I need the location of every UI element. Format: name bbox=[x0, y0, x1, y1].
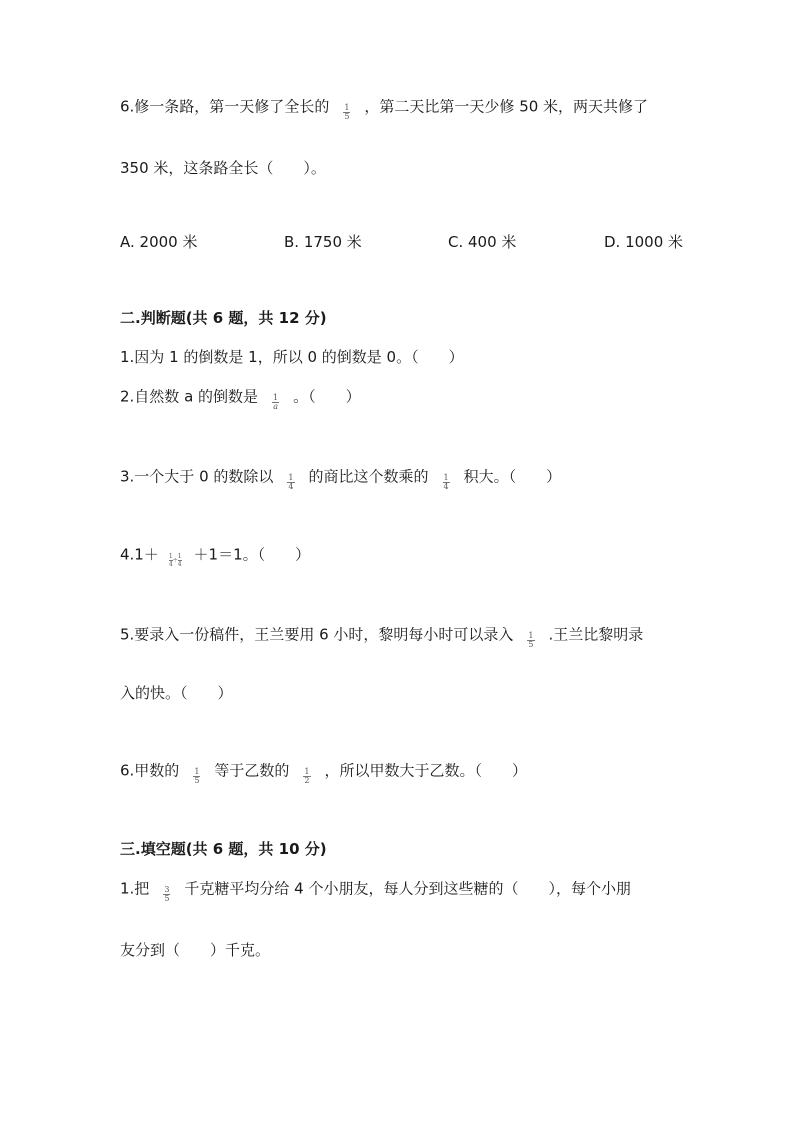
option-b: B. 1750 米 bbox=[284, 233, 362, 251]
fraction-one-fourth: $\frac{1}{4}$ bbox=[443, 473, 449, 491]
fraction-three-fifths: $\frac{3}{5}$ bbox=[164, 885, 170, 903]
fraction-one-fifth: $\frac{1}{5}$ bbox=[528, 631, 534, 649]
complex-fraction: $\frac{1}{4}$ ÷ $\frac{1}{4}$ bbox=[168, 553, 182, 568]
section3-heading: 三.填空题(共 6 题，共 10 分) bbox=[120, 840, 327, 858]
q6-line2: 350 米，这条路全长（ ）。 bbox=[120, 159, 326, 177]
s2-q5-line1: 5.要录入一份稿件，王兰要用 6 小时，黎明每小时可以录入 $\frac{1}{5}$ .王兰比黎明录 bbox=[120, 625, 644, 649]
s2-q1: 1.因为 1 的倒数是 1，所以 0 的倒数是 0。（ ） bbox=[120, 348, 464, 366]
option-a: A. 2000 米 bbox=[120, 233, 198, 251]
s2-q2: 2.自然数 a 的倒数是 $\frac{1}{a}$ 。（ ） bbox=[120, 387, 361, 411]
s2-q6: 6.甲数的 $\frac{1}{5}$ 等于乙数的 $\frac{1}{2}$ ，所以甲数大于乙数。（ ） bbox=[120, 761, 528, 785]
option-d: D. 1000 米 bbox=[604, 233, 684, 251]
option-c: C. 400 米 bbox=[448, 233, 517, 251]
fraction-one-fourth: $\frac{1}{4}$ bbox=[288, 473, 294, 491]
fraction-one-fifth: $\frac{1}{5}$ bbox=[344, 103, 350, 121]
s3-q1-line2: 友分到（ ）千克。 bbox=[120, 941, 271, 959]
section2-heading: 二.判断题(共 6 题，共 12 分) bbox=[120, 309, 327, 327]
s2-q4: 4.1＋ $\frac{1}{4}$ ÷ $\frac{1}{4}$ ＋1＝1。（ ） bbox=[120, 545, 311, 568]
q6-text-a: 6.修一条路，第一天修了全长的 bbox=[120, 97, 330, 116]
fraction-one-fifth: $\frac{1}{5}$ bbox=[194, 767, 200, 785]
s2-q5-line2: 入的快。（ ） bbox=[120, 684, 233, 702]
fraction-one-over-a: $\frac{1}{a}$ bbox=[273, 393, 279, 411]
q6-text-b: ，第二天比第一天少修 50 米，两天共修了 bbox=[364, 97, 649, 116]
fraction-one-half: $\frac{1}{2}$ bbox=[304, 767, 310, 785]
s2-q3: 3.一个大于 0 的数除以 $\frac{1}{4}$ 的商比这个数乘的 $\frac{1}{4}$ 积大。（ ） bbox=[120, 467, 562, 491]
s3-q1-line1: 1.把 $\frac{3}{5}$ 千克糖平均分给 4 个小朋友，每人分到这些糖的（ ），每个小朋 bbox=[120, 879, 631, 903]
q6-line1 bbox=[120, 96, 649, 121]
